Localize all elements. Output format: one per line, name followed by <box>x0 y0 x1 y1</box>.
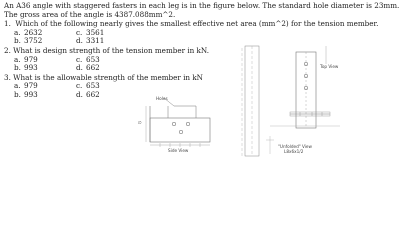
unfolded-view-label: "Unfolded" View <box>278 144 312 149</box>
option-1d[interactable]: d. 3311 <box>76 36 105 46</box>
top-view <box>266 46 340 154</box>
option-3a[interactable]: a. 979 <box>14 81 38 91</box>
option-2d[interactable]: d. 662 <box>76 63 100 73</box>
option-1b[interactable]: b. 3752 <box>14 36 43 46</box>
hole-side-1 <box>172 122 176 126</box>
hole-side-2 <box>186 122 190 126</box>
side-view-label: Side View <box>168 148 189 153</box>
top-view-label: Top View <box>320 64 339 69</box>
option-2b[interactable]: b. 993 <box>14 63 38 73</box>
option-3b[interactable]: b. 993 <box>14 89 38 99</box>
side-view-web <box>150 118 210 142</box>
intro-line-2: The gross area of the angle is 4387.088mm^2. <box>4 9 176 19</box>
hole-side-3 <box>179 130 183 134</box>
option-2a[interactable]: a. 979 <box>14 54 38 64</box>
option-3d[interactable]: d. 662 <box>76 89 100 99</box>
middle-strip <box>242 46 259 156</box>
option-3c[interactable]: c. 653 <box>76 81 100 91</box>
question-1-text: 1. Which of the following nearly gives the smallest effective net area (mm^2) for the tension member. <box>4 19 379 29</box>
hole-diameter-symbol: ∅ <box>138 120 142 125</box>
figure-drawing <box>130 44 350 159</box>
holes-label: Holes <box>156 96 168 101</box>
option-2c[interactable]: c. 653 <box>76 54 100 64</box>
option-1a[interactable]: a. 2632 <box>14 27 43 37</box>
angle-figure <box>130 44 350 159</box>
side-view <box>146 98 210 147</box>
question-2-text: 2. What is design strength of the tension member in kN. <box>4 45 210 55</box>
option-1c[interactable]: c. 3561 <box>76 27 105 37</box>
intro-line-1: An A36 angle with staggered fasters in each leg is in the figure below. The standard hole diameter is 23mm. <box>4 1 399 10</box>
question-3-text: 3. What is the allowable strength of the member in kN <box>4 72 203 82</box>
unfolded-view-sublabel: L8x6x1/2 <box>284 149 304 154</box>
question-1 <box>4 19 379 46</box>
